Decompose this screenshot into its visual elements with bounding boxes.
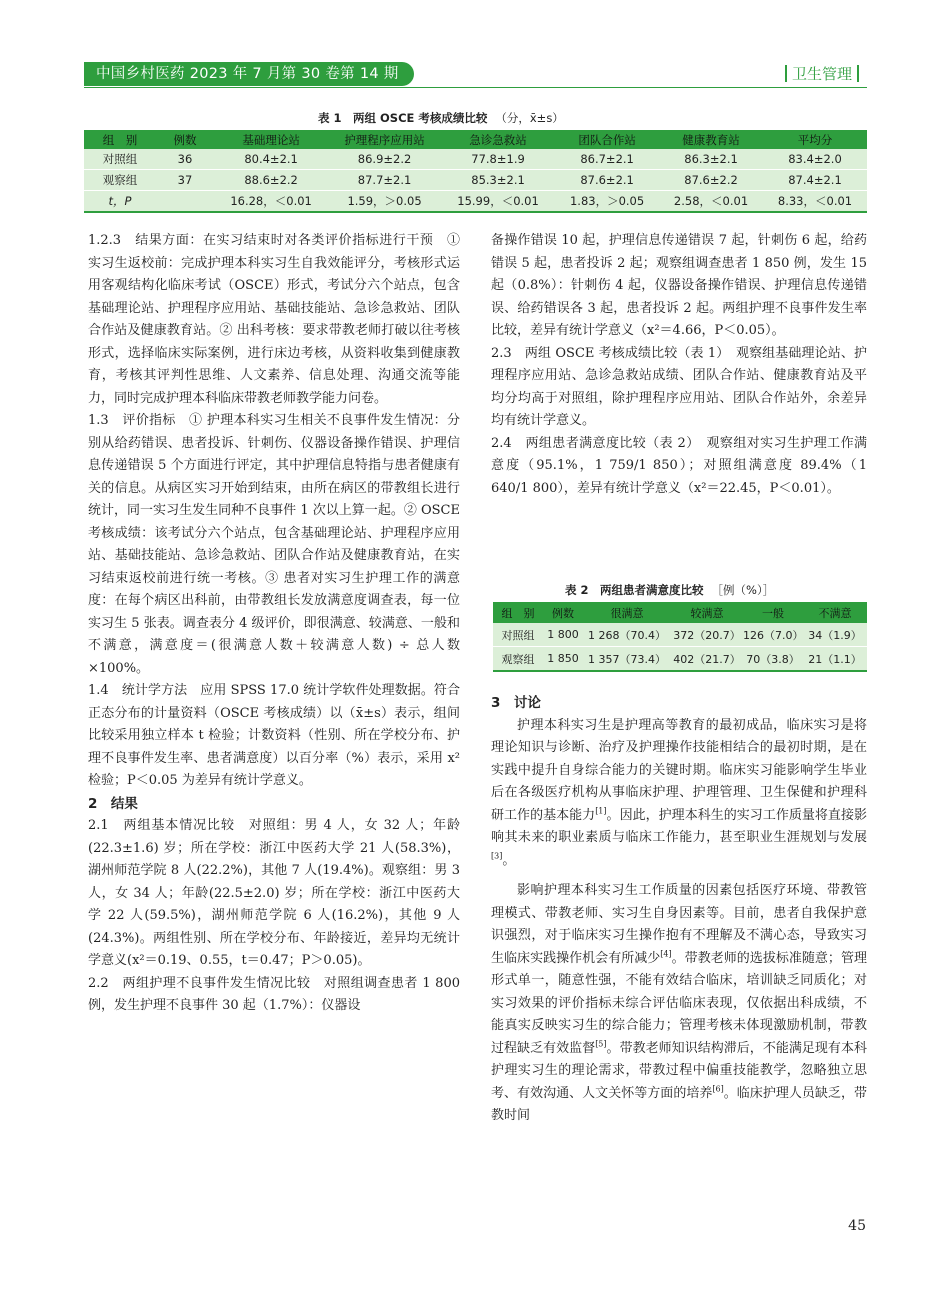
table-cell: 对照组 [84, 149, 156, 170]
section-label: 卫生管理 [791, 65, 852, 83]
table-cell: 15.99，＜0.01 [441, 191, 555, 213]
left-column [88, 230, 460, 1018]
table1-header-cell: 例数 [156, 130, 214, 149]
table2-header-cell: 不满意 [803, 602, 867, 623]
table2-header-cell: 很满意 [583, 602, 671, 623]
table2-header-cell: 一般 [743, 602, 803, 623]
paragraph: 护理本科实习生是护理高等教育的最初成品，临床实习是将理论知识与诊断、治疗及护理操作技能相结合的最初时期，是在实践中提升自身综合能力的关键时期。临床实习能影响学生毕业后在各级医疗机构从事临床护理、护理管理、卫生保健和护理科研工作的基本能力[1]。因此，护理本科生的实习工作质量将直接影响其未来的职业素质与临床工作能力，甚至职业生涯规划与发展[3]。 [491, 717, 867, 868]
table-cell: 1 800 [543, 623, 583, 647]
table-cell: 21（1.1） [803, 647, 867, 672]
table-row [84, 191, 867, 213]
page-number: 45 [848, 1218, 866, 1234]
right-column-bottom [491, 692, 867, 1128]
section-heading: 2 结果 [88, 795, 138, 812]
table-cell [156, 191, 214, 213]
table-cell: 86.3±2.1 [659, 149, 763, 170]
table-cell: 1 357（73.4） [583, 647, 671, 672]
paragraph: 2.1 两组基本情况比较 对照组：男 4 人，女 32 人；年龄(22.3±1.6) 岁；所在学校：浙江中医药大学 21 人(58.3%)，湖州师范学院 8 人(22.2%)，其他 7 人(19.4%)。观察组：男 3 人，女 34 人；年龄(22.5±2.0) 岁；所在学校：浙江中医药大学 22 人(59.5%)，湖州师范学院 6 人(16.2%)，其他 9 人(24.3%)。两组性别、所在学校分布、年龄接近，差异均无统计学意义(x²＝0.19、0.55，t＝0.47；P＞0.05)。 [88, 818, 460, 968]
header-rule [84, 87, 867, 88]
paragraph: 2.4 两组患者满意度比较（表 2） 观察组对实习生护理工作满意度（95.1%，1 759/1 850）；对照组满意度 89.4%（1 640/1 800），差异有统计学意义（x²＝22.45，P＜0.01）。 [491, 435, 867, 496]
right-column-top [491, 230, 867, 500]
table-cell: 1.59，＞0.05 [328, 191, 441, 213]
paragraph: 2.2 两组护理不良事件发生情况比较 对照组调查患者 1 800 例，发生护理不良事件 30 起（1.7%）：仪器设 [88, 975, 460, 1013]
citation: [4] [660, 949, 672, 959]
table-cell: 87.7±2.1 [328, 170, 441, 191]
table1-header-cell: 基础理论站 [214, 130, 328, 149]
paragraph: 1.4 统计学方法 应用 SPSS 17.0 统计学软件处理数据。符合正态分布的计量资料（OSCE 考核成绩）以（x̄±s）表示，组间比较采用独立样本 t 检验；计数资料（性别、所在学校分布、护理不良事件发生率、患者满意度）以百分率（%）表示，采用 x² 检验；P＜0.05 为差异有统计学意义。 [88, 683, 460, 788]
table-cell: 对照组 [493, 623, 543, 647]
table2-header-cell: 例数 [543, 602, 583, 623]
paragraph: 1.2.3 结果方面：在实习结束时对各类评价指标进行干预 ① 实习生返校前：完成护理本科实习生自我效能评分，考核形式运用客观结构化临床考试（OSCE）形式，考试分六个站点，包含基础理论站、护理程序应用站、基础技能站、急诊急救站、团队合作站及健康教育站。② 出科考核：要求带教老师打破以往考核形式，选择临床实际案例，进行床边考核，从资料收集到健康教育，考核其评判性思维、人文素养、信息处理、沟通交流等能力，同时完成护理本科临床带教老师教学能力问卷。 [88, 233, 460, 406]
table-cell: 70（3.8） [743, 647, 803, 672]
table-row [84, 170, 867, 191]
table-cell: 87.6±2.2 [659, 170, 763, 191]
table-cell: 87.4±2.1 [763, 170, 867, 191]
table-cell: 36 [156, 149, 214, 170]
table-cell: 8.33，＜0.01 [763, 191, 867, 213]
table-cell: 372（20.7） [671, 623, 743, 647]
table-row [493, 623, 867, 647]
citation: [6] [712, 1084, 724, 1094]
table-cell: 86.9±2.2 [328, 149, 441, 170]
table1-header-cell: 健康教育站 [659, 130, 763, 149]
journal-title: 中国乡村医药 2023 年 7 月第 30 卷第 14 期 [96, 66, 399, 82]
table-cell: 观察组 [493, 647, 543, 672]
table-cell: 观察组 [84, 170, 156, 191]
section-heading: 3 讨论 [491, 695, 541, 711]
table-cell: 86.7±2.1 [555, 149, 659, 170]
table1-header-cell: 平均分 [763, 130, 867, 149]
paragraph: 1.3 评价指标 ① 护理本科实习生相关不良事件发生情况：分别从给药错误、患者投诉、针刺伤、仪器设备操作错误、护理信息传递错误 5 个方面进行评定，其中护理信息特指与患者健康有关的信息。从病区实习开始到结束，由所在病区的带教组长进行统计，同一实习生发生同种不良事件 1 次以上算一起。② OSCE 考核成绩：该考试分六个站点，包含基础理论站、护理程序应用站、基础技能站、急诊急救站、团队合作站及健康教育站，在实习结束返校前进行统一考核。③ 患者对实习生护理工作的满意度：在每个病区出科前，由带教组长发放满意度调查表，每一位实习生 5 张表。调查表分 4 级评价，即很满意、较满意、一般和不满意，满意度＝(很满意人数＋较满意人数) ÷ 总人数 ×100%。 [88, 413, 460, 676]
table-cell: 34（1.9） [803, 623, 867, 647]
table-cell: 1 850 [543, 647, 583, 672]
table-cell: 16.28，＜0.01 [214, 191, 328, 213]
paragraph: 2.3 两组 OSCE 考核成绩比较（表 1） 观察组基础理论站、护理程序应用站、急诊急救站成绩、团队合作站、健康教育站及平均分均高于对照组，除护理程序应用站、团队合作站外，余差异均有统计学意义。 [491, 345, 867, 428]
table1-caption: 表 1 两组 OSCE 考核成绩比较 （分，x̄±s） [318, 111, 564, 125]
table-cell: 77.8±1.9 [441, 149, 555, 170]
table-cell: 1 268（70.4） [583, 623, 671, 647]
table1-header-cell: 组 别 [84, 130, 156, 149]
table1 [84, 130, 867, 213]
table1-header-cell: 护理程序应用站 [328, 130, 441, 149]
table1-header-row [84, 130, 867, 149]
table-cell: 87.6±2.1 [555, 170, 659, 191]
table-cell: 83.4±2.0 [763, 149, 867, 170]
table-cell: 37 [156, 170, 214, 191]
table-cell: t，P [84, 191, 156, 213]
table1-header-cell: 团队合作站 [555, 130, 659, 149]
table1-header-cell: 急诊急救站 [441, 130, 555, 149]
citation: [3] [491, 851, 503, 861]
table2-header-cell: 较满意 [671, 602, 743, 623]
table2-caption: 表 2 两组患者满意度比较 ［例（%）］ [565, 583, 775, 597]
table2-header-cell: 组 别 [493, 602, 543, 623]
table-row [493, 647, 867, 672]
table2 [493, 602, 867, 672]
table-cell: 80.4±2.1 [214, 149, 328, 170]
table-cell: 85.3±2.1 [441, 170, 555, 191]
section-tag [780, 64, 864, 84]
table-row [84, 149, 867, 170]
table2-header-row [493, 602, 867, 623]
citation: [1] [595, 806, 607, 816]
table-cell: 88.6±2.2 [214, 170, 328, 191]
table-cell: 402（21.7） [671, 647, 743, 672]
table-cell: 2.58，＜0.01 [659, 191, 763, 213]
table-cell: 126（7.0） [743, 623, 803, 647]
paragraph: 备操作错误 10 起，护理信息传递错误 7 起，针刺伤 6 起，给药错误 5 起，患者投诉 2 起；观察组调查患者 1 850 例，发生 15 起（0.8%）：针刺伤 4 起，仪器设备操作错误、护理信息传递错误、给药错误各 3 起，患者投诉 2 起。两组护理不良事件发生率比较，差异有统计学意义（x²＝4.66，P＜0.05）。 [491, 233, 867, 338]
citation: [5] [595, 1039, 607, 1049]
table-cell: 1.83，＞0.05 [555, 191, 659, 213]
paragraph: 影响护理本科实习生工作质量的因素包括医疗环境、带教管理模式、带教老师、实习生自身因素等。目前，患者自我保护意识强烈，对于临床实习生操作抱有不理解及不满心态，导致实习生临床实践操作机会有所减少[4]。带教老师的选拔标准随意；管理形式单一，随意性强，不能有效结合临床，培训缺乏同质化；对实习效果的评价指标未综合评估临床表现，仅依据出科成绩，不能真实反映实习生的综合能力；管理考核未体现激励机制，带教过程缺乏有效监督[5]。带教老师知识结构滞后，不能满足现有本科护理实习生的理论需求，带教过程中偏重技能教学，忽略独立思考、有效沟通、人文关怀等方面的培养[6]。临床护理人员缺乏，带教时间 [491, 883, 867, 1123]
